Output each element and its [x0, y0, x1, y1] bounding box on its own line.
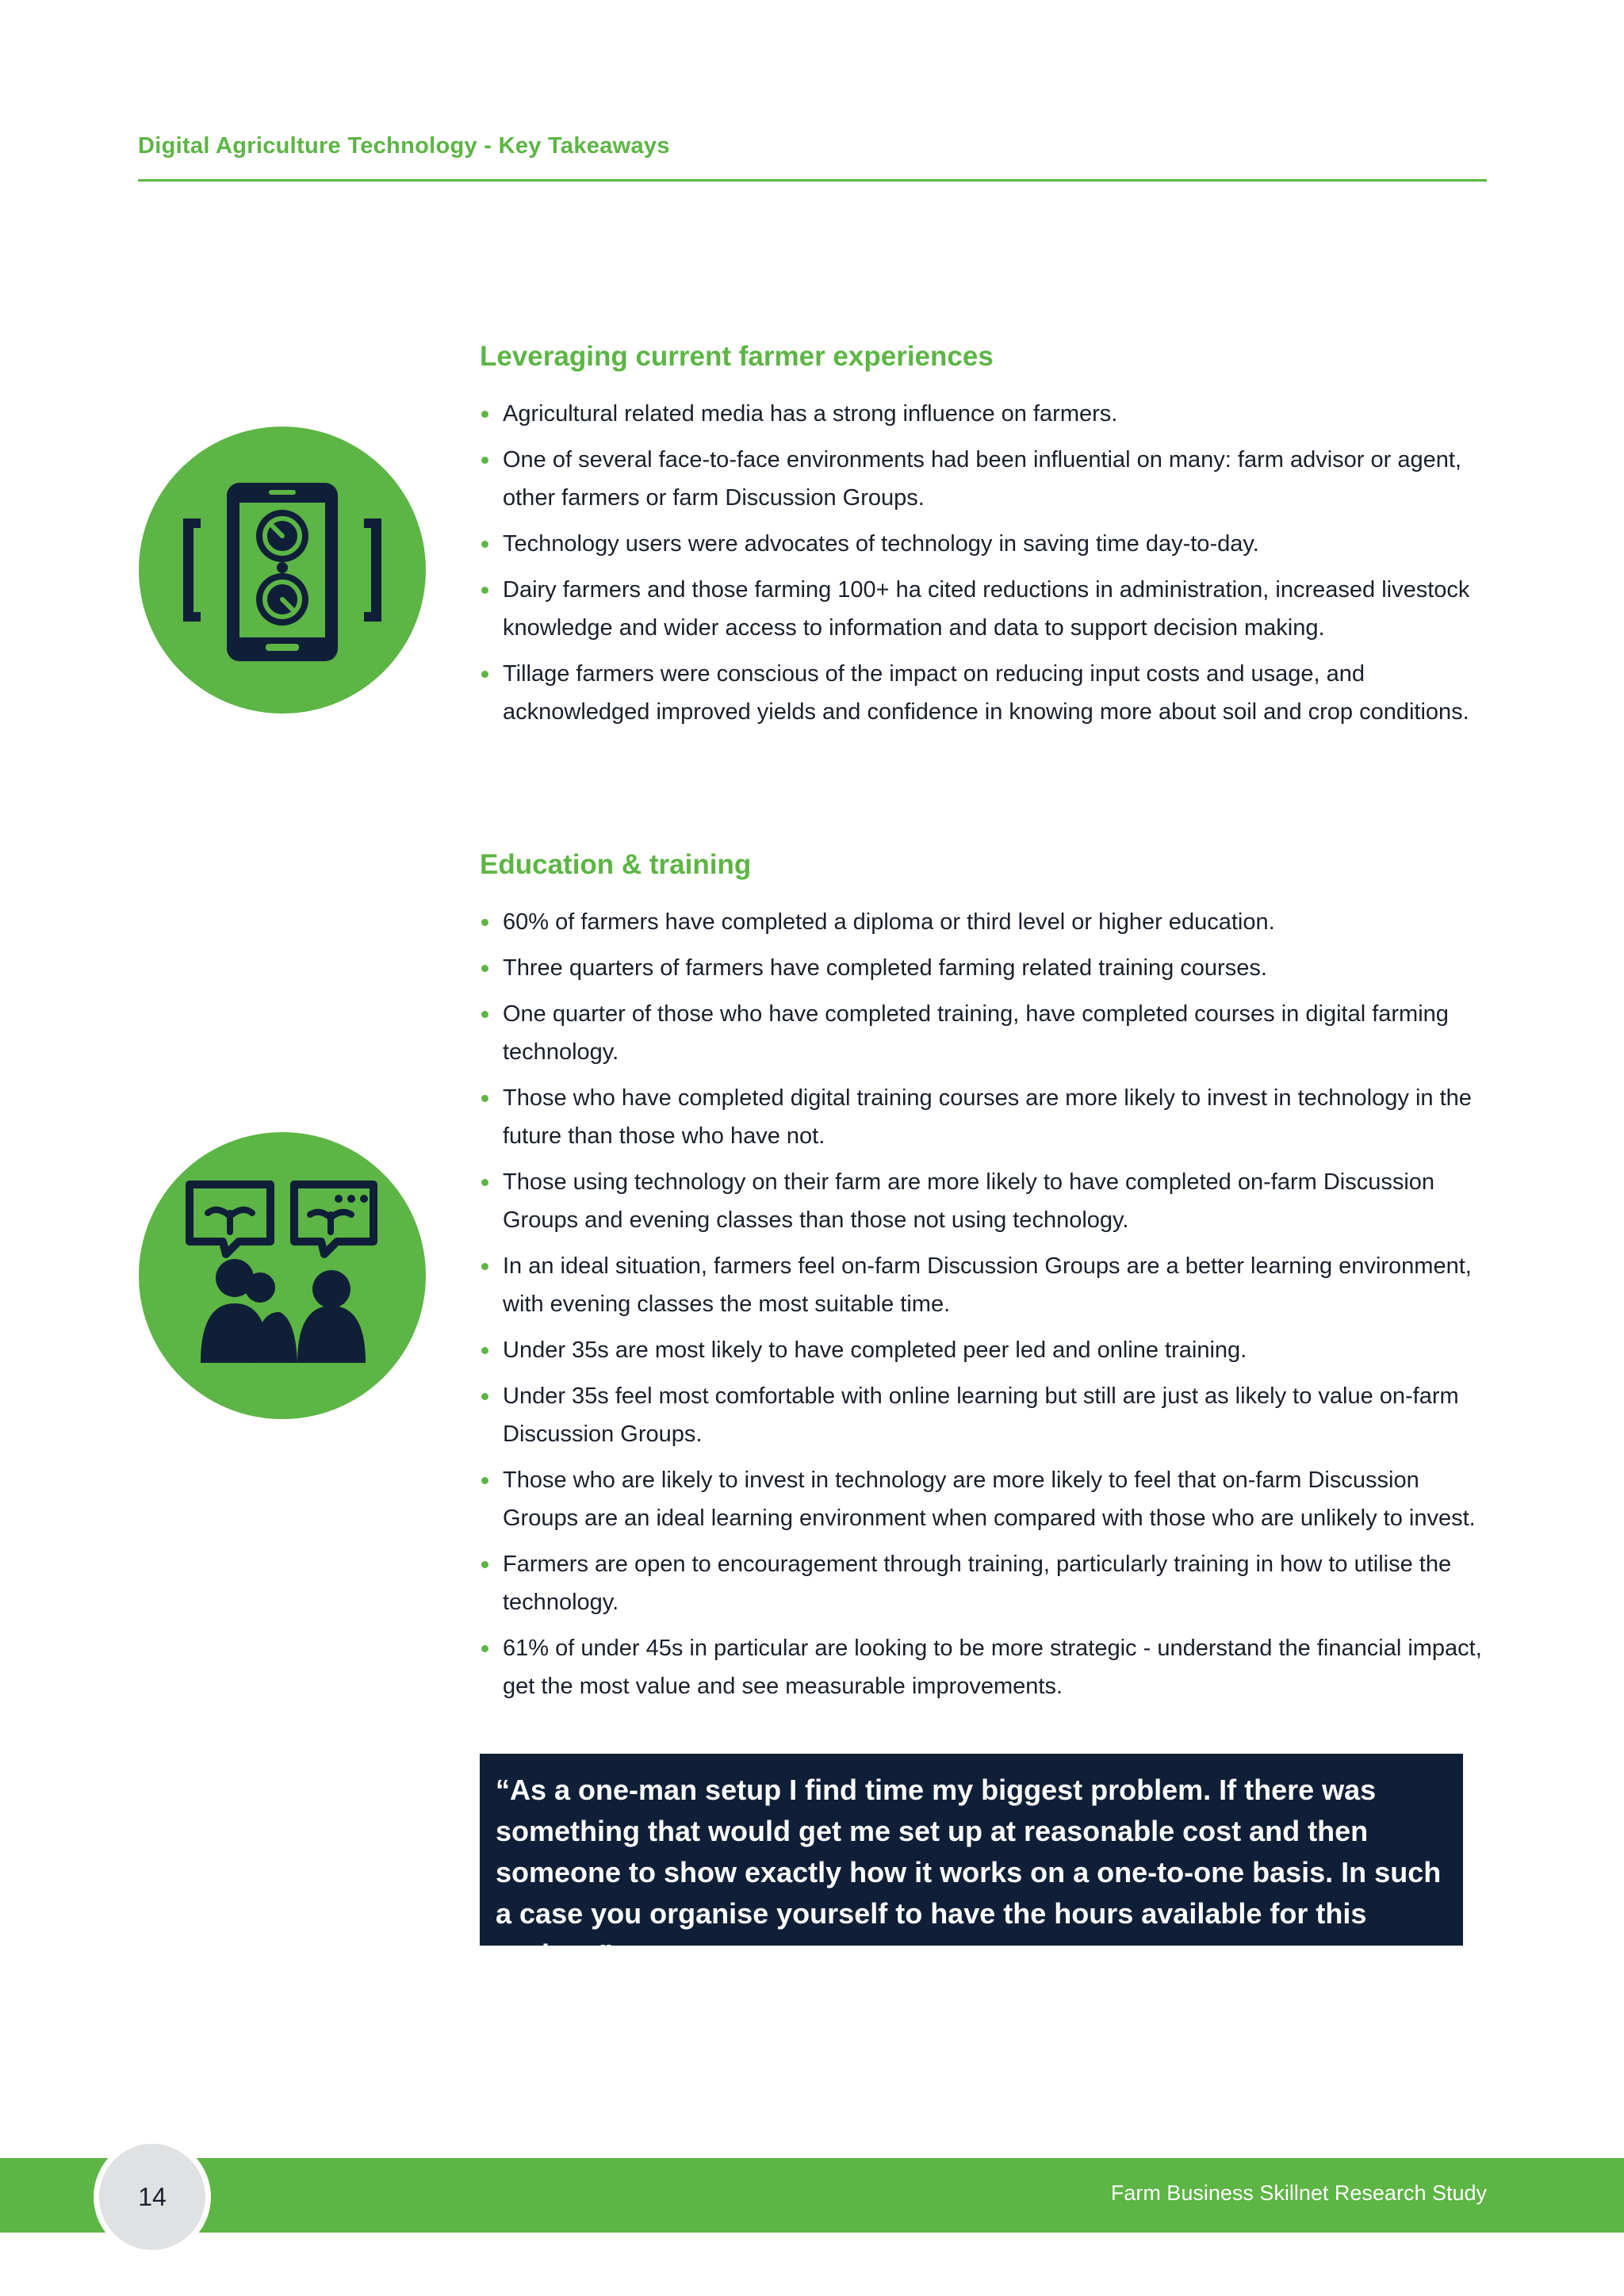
list-item: Under 35s are most likely to have completed peer led and online training.: [480, 1331, 1487, 1369]
list-item: In an ideal situation, farmers feel on-farm Discussion Groups are a better learning environment, with evening classes the most suitable time.: [480, 1247, 1487, 1323]
section-heading: Leveraging current farmer experiences: [480, 341, 994, 372]
publication-title: Farm Business Skillnet Research Study: [1110, 2181, 1487, 2205]
list-item: Those who are likely to invest in technology are more likely to feel that on-farm Discussion Groups are an ideal learning environment when compared with those who are unlikely to invest.: [480, 1461, 1487, 1537]
list-item: Agricultural related media has a strong influence on farmers.: [480, 395, 1487, 433]
list-item: 61% of under 45s in particular are looking to be more strategic - understand the financial impact, get the most value and see measurable improvements.: [480, 1629, 1487, 1705]
list-item: One of several face-to-face environments had been influential on many: farm advisor or agent, other farmers or farm Discussion Groups.: [480, 441, 1487, 517]
bullet-list: [480, 903, 1487, 1705]
list-item: Under 35s feel most comfortable with online learning but still are just as likely to value on-farm Discussion Groups.: [480, 1377, 1487, 1453]
discussion-group-icon: [139, 1132, 426, 1419]
smartphone-gauges-icon-graphic: [183, 471, 381, 669]
header-divider: [138, 179, 1487, 182]
list-item: Farmers are open to encouragement through training, particularly training in how to utilise the technology.: [480, 1545, 1487, 1621]
list-item: One quarter of those who have completed training, have completed courses in digital farming technology.: [480, 995, 1487, 1071]
discussion-group-icon-graphic: [183, 1177, 381, 1375]
list-item: Technology users were advocates of technology in saving time day-to-day.: [480, 525, 1487, 563]
running-header: Digital Agriculture Technology - Key Takeaways: [138, 133, 670, 159]
list-item: Those who have completed digital training courses are more likely to invest in technology in the future than those who have not.: [480, 1079, 1487, 1155]
section-heading: Education & training: [480, 849, 752, 880]
smartphone-gauges-icon: [139, 427, 426, 714]
list-item: Those using technology on their farm are more likely to have completed on-farm Discussion Groups and evening classes than those not using technology.: [480, 1163, 1487, 1239]
section-farmer-experiences: [480, 339, 1487, 739]
list-item: 60% of farmers have completed a diploma or third level or higher education.: [480, 903, 1487, 941]
bullet-list: [480, 395, 1487, 731]
list-item: Tillage farmers were conscious of the impact on reducing input costs and usage, and acknowledged improved yields and confidence in knowing more about soil and crop conditions.: [480, 655, 1487, 731]
list-item: Three quarters of farmers have completed farming related training courses.: [480, 949, 1487, 987]
pull-quote: “As a one-man setup I find time my biggest problem. If there was something that would get me set up at reasonable cost and then someone to show exactly how it works on a one-to-one basis. In such a case you organise yourself to have the hours available for this project.”: [480, 1754, 1463, 1946]
page-number: 14: [94, 2138, 211, 2256]
section-education-training: [480, 848, 1487, 1713]
list-item: Dairy farmers and those farming 100+ ha cited reductions in administration, increased livestock knowledge and wider access to information and data to support decision making.: [480, 571, 1487, 647]
